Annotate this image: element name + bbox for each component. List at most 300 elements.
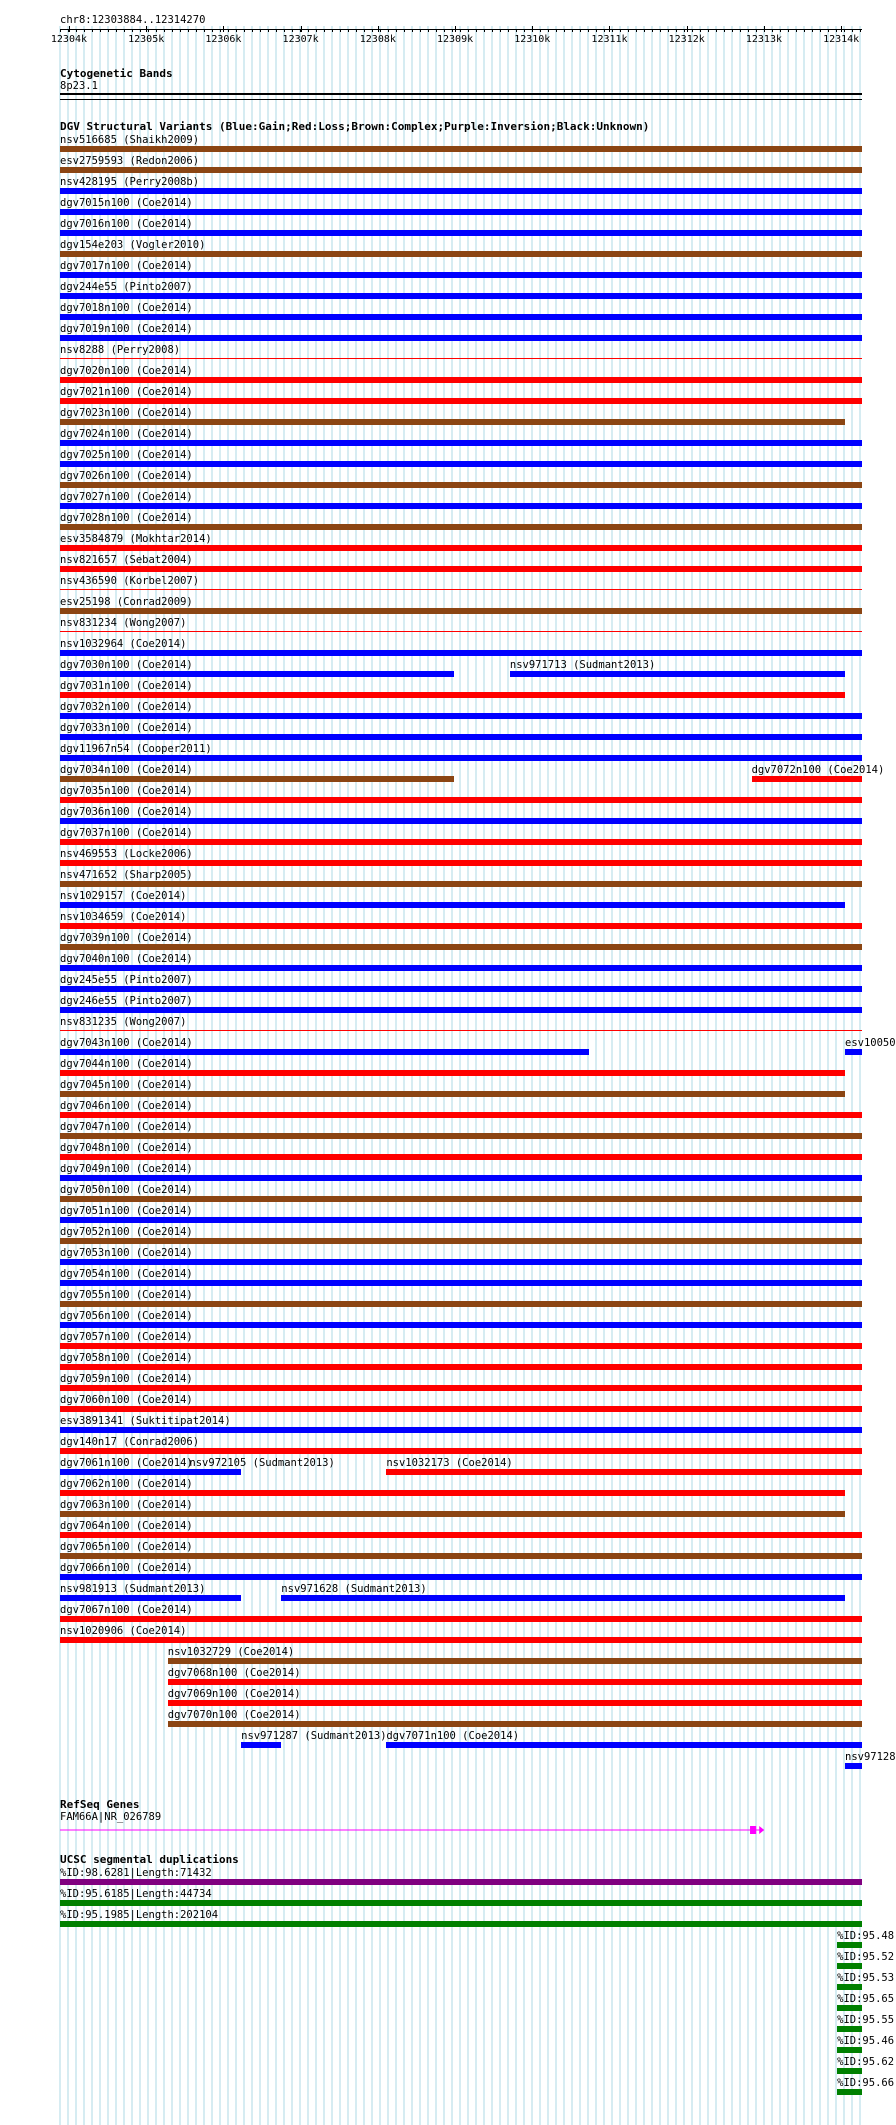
- minor-tick: [324, 29, 325, 32]
- variant-label[interactable]: dgv7065n100 (Coe2014): [60, 1541, 193, 1553]
- variant-label[interactable]: dgv7064n100 (Coe2014): [60, 1520, 193, 1532]
- minor-tick: [548, 29, 549, 32]
- variant-label[interactable]: dgv7060n100 (Coe2014): [60, 1394, 193, 1406]
- minor-tick: [156, 29, 157, 32]
- variant-bar[interactable]: [60, 776, 454, 782]
- variant-bar[interactable]: [60, 1091, 845, 1097]
- variant-bar[interactable]: [60, 986, 862, 992]
- variant-label[interactable]: dgv7030n100 (Coe2014): [60, 659, 193, 671]
- variant-label[interactable]: dgv7028n100 (Coe2014): [60, 512, 193, 524]
- variant-bar[interactable]: [60, 671, 454, 677]
- variant-label[interactable]: dgv7015n100 (Coe2014): [60, 197, 193, 209]
- minor-tick: [428, 29, 429, 32]
- variant-label[interactable]: dgv11967n54 (Cooper2011): [60, 743, 212, 755]
- minor-tick: [60, 29, 61, 32]
- variant-bar[interactable]: [60, 965, 862, 971]
- minor-tick: [108, 29, 109, 32]
- variant-bar[interactable]: [281, 1595, 845, 1601]
- variant-bar[interactable]: [60, 1301, 862, 1307]
- minor-tick: [92, 29, 93, 32]
- minor-tick: [276, 29, 277, 32]
- variant-label[interactable]: nsv97128: [845, 1751, 896, 1763]
- minor-tick: [596, 29, 597, 32]
- variant-label[interactable]: dgv7026n100 (Coe2014): [60, 470, 193, 482]
- minor-tick: [716, 29, 717, 32]
- minor-tick: [332, 29, 333, 32]
- minor-tick: [684, 29, 685, 32]
- minor-tick: [188, 29, 189, 32]
- variant-label[interactable]: dgv7044n100 (Coe2014): [60, 1058, 193, 1070]
- variant-label[interactable]: esv3891341 (Suktitipat2014): [60, 1415, 231, 1427]
- refseq-track-title: RefSeq Genes: [60, 1798, 140, 1811]
- variant-bar[interactable]: [60, 440, 862, 446]
- variant-label[interactable]: dgv7046n100 (Coe2014): [60, 1100, 193, 1112]
- tick-label: 12306k: [205, 34, 242, 45]
- variant-bar[interactable]: [241, 1742, 281, 1748]
- minor-tick: [396, 29, 397, 32]
- variant-label[interactable]: dgv7051n100 (Coe2014): [60, 1205, 193, 1217]
- minor-tick: [124, 29, 125, 32]
- variant-label[interactable]: dgv7052n100 (Coe2014): [60, 1226, 193, 1238]
- minor-tick: [676, 29, 677, 32]
- variant-label[interactable]: dgv7056n100 (Coe2014): [60, 1310, 193, 1322]
- variant-bar[interactable]: [60, 377, 862, 383]
- minor-tick: [516, 29, 517, 32]
- variant-bar[interactable]: [60, 314, 862, 320]
- variant-bar[interactable]: [60, 839, 862, 845]
- variant-label[interactable]: nsv1029157 (Coe2014): [60, 890, 187, 902]
- segdup-bar[interactable]: [837, 1942, 862, 1948]
- variant-label[interactable]: esv25198 (Conrad2009): [60, 596, 193, 608]
- variant-bar[interactable]: [60, 1427, 862, 1433]
- variant-bar[interactable]: [60, 272, 862, 278]
- minor-tick: [84, 29, 85, 32]
- minor-tick: [372, 29, 373, 32]
- variant-label[interactable]: nsv1020906 (Coe2014): [60, 1625, 187, 1637]
- variant-label[interactable]: dgv7054n100 (Coe2014): [60, 1268, 193, 1280]
- minor-tick: [772, 29, 773, 32]
- minor-tick: [212, 29, 213, 32]
- variant-label[interactable]: dgv7020n100 (Coe2014): [60, 365, 193, 377]
- variant-bar[interactable]: [386, 1469, 862, 1475]
- variant-bar[interactable]: [60, 545, 862, 551]
- cytoband-track-title: Cytogenetic Bands: [60, 67, 173, 80]
- minor-tick: [356, 29, 357, 32]
- variant-bar[interactable]: [60, 1196, 862, 1202]
- variant-label[interactable]: dgv7033n100 (Coe2014): [60, 722, 193, 734]
- minor-tick: [292, 29, 293, 32]
- variant-label[interactable]: dgv7019n100 (Coe2014): [60, 323, 193, 335]
- major-tick: [378, 26, 379, 32]
- variant-bar[interactable]: [60, 1238, 862, 1244]
- variant-label[interactable]: nsv8288 (Perry2008): [60, 344, 181, 356]
- minor-tick: [260, 29, 261, 32]
- minor-tick: [228, 29, 229, 32]
- segdup-label[interactable]: %ID:95.6185|Length:44734: [60, 1888, 212, 1900]
- tick-label: 12307k: [282, 34, 319, 45]
- segdup-bar[interactable]: [837, 2026, 862, 2032]
- variant-bar[interactable]: [60, 797, 862, 803]
- minor-tick: [636, 29, 637, 32]
- variant-bar[interactable]: [60, 1217, 862, 1223]
- variant-bar[interactable]: [60, 1574, 862, 1580]
- gene-model[interactable]: [0, 1822, 890, 1838]
- segdup-bar[interactable]: [837, 2005, 862, 2011]
- variant-bar[interactable]: [60, 461, 862, 467]
- variant-bar[interactable]: [60, 1322, 862, 1328]
- variant-bar[interactable]: [60, 818, 862, 824]
- variant-bar[interactable]: [60, 230, 862, 236]
- variant-label[interactable]: esv3584879 (Mokhtar2014): [60, 533, 212, 545]
- variant-bar[interactable]: [60, 398, 862, 404]
- minor-tick: [364, 29, 365, 32]
- minor-tick: [540, 29, 541, 32]
- variant-bar[interactable]: [60, 566, 862, 572]
- variant-label[interactable]: dgv7025n100 (Coe2014): [60, 449, 193, 461]
- variant-label[interactable]: dgv246e55 (Pinto2007): [60, 995, 193, 1007]
- tick-label: 12308k: [359, 34, 396, 45]
- variant-bar[interactable]: [60, 631, 862, 632]
- minor-tick: [180, 29, 181, 32]
- variant-bar[interactable]: [60, 251, 862, 257]
- variant-bar[interactable]: [168, 1700, 862, 1706]
- variant-bar[interactable]: [60, 1637, 862, 1643]
- variant-label[interactable]: nsv971628 (Sudmant2013): [281, 1583, 427, 1595]
- minor-tick: [852, 29, 853, 32]
- variant-bar[interactable]: [60, 419, 845, 425]
- variant-bar[interactable]: [60, 1154, 862, 1160]
- variant-bar[interactable]: [60, 1259, 862, 1265]
- variant-label[interactable]: dgv7031n100 (Coe2014): [60, 680, 193, 692]
- minor-tick: [500, 29, 501, 32]
- variant-bar[interactable]: [60, 1448, 862, 1454]
- variant-label[interactable]: dgv7062n100 (Coe2014): [60, 1478, 193, 1490]
- segdup-bar[interactable]: [837, 1963, 862, 1969]
- variant-label[interactable]: dgv7069n100 (Coe2014): [167, 1688, 301, 1700]
- variant-bar[interactable]: [60, 1343, 862, 1349]
- segdup-bar[interactable]: [837, 2068, 862, 2074]
- variant-label[interactable]: nsv971287 (Sudmant2013): [241, 1730, 387, 1742]
- variant-label[interactable]: nsv1034659 (Coe2014): [60, 911, 187, 923]
- variant-label[interactable]: dgv7049n100 (Coe2014): [60, 1163, 193, 1175]
- variant-bar[interactable]: [168, 1679, 862, 1685]
- minor-tick: [340, 29, 341, 32]
- segdup-label[interactable]: %ID:95.55: [837, 2014, 895, 2026]
- variant-label[interactable]: nsv1032964 (Coe2014): [60, 638, 187, 650]
- variant-label[interactable]: nsv821657 (Sebat2004): [60, 554, 193, 566]
- variant-label[interactable]: dgv7050n100 (Coe2014): [60, 1184, 193, 1196]
- variant-bar[interactable]: [60, 734, 862, 740]
- variant-bar[interactable]: [60, 188, 862, 194]
- variant-bar[interactable]: [60, 692, 845, 698]
- segdup-bar[interactable]: [837, 1984, 862, 1990]
- variant-bar[interactable]: [60, 293, 862, 299]
- variant-label[interactable]: nsv1032173 (Coe2014): [386, 1457, 513, 1469]
- minor-tick: [100, 29, 101, 32]
- cytoband-ideogram[interactable]: [60, 93, 862, 95]
- variant-label[interactable]: dgv7018n100 (Coe2014): [60, 302, 193, 314]
- variant-bar[interactable]: [60, 209, 862, 215]
- variant-bar[interactable]: [60, 358, 862, 359]
- minor-tick: [860, 29, 861, 32]
- variant-bar[interactable]: [60, 146, 862, 152]
- variant-label[interactable]: dgv7023n100 (Coe2014): [60, 407, 193, 419]
- variant-label[interactable]: dgv7071n100 (Coe2014): [386, 1730, 520, 1742]
- minor-tick: [556, 29, 557, 32]
- variant-bar[interactable]: [60, 860, 862, 866]
- major-tick: [841, 26, 842, 32]
- variant-label[interactable]: nsv516685 (Shaikh2009): [60, 134, 200, 146]
- segdup-label[interactable]: %ID:95.53: [837, 1972, 895, 1984]
- tick-label: 12309k: [436, 34, 474, 45]
- cytoband-label[interactable]: 8p23.1: [60, 80, 98, 92]
- minor-tick: [508, 29, 509, 32]
- variant-bar[interactable]: [60, 1532, 862, 1538]
- minor-tick: [692, 29, 693, 32]
- minor-tick: [252, 29, 253, 32]
- variant-bar[interactable]: [60, 1511, 845, 1517]
- minor-tick: [740, 29, 741, 32]
- variant-bar[interactable]: [60, 1049, 589, 1055]
- major-tick: [455, 26, 456, 32]
- variant-label[interactable]: dgv7036n100 (Coe2014): [60, 806, 193, 818]
- minor-tick: [660, 29, 661, 32]
- variant-label[interactable]: dgv7048n100 (Coe2014): [60, 1142, 193, 1154]
- variant-label[interactable]: dgv7027n100 (Coe2014): [60, 491, 193, 503]
- major-tick: [146, 26, 147, 32]
- variant-bar[interactable]: [60, 902, 845, 908]
- variant-bar[interactable]: [60, 608, 862, 614]
- gene-exon: [750, 1826, 756, 1834]
- variant-label[interactable]: dgv140n17 (Conrad2006): [60, 1436, 200, 1448]
- variant-bar[interactable]: [60, 1112, 862, 1118]
- variant-bar[interactable]: [60, 1490, 845, 1496]
- gene-label[interactable]: FAM66A|NR_026789: [60, 1811, 162, 1823]
- variant-bar[interactable]: [60, 755, 862, 761]
- variant-bar[interactable]: [60, 1175, 862, 1181]
- variant-label[interactable]: dgv244e55 (Pinto2007): [60, 281, 193, 293]
- variant-bar[interactable]: [60, 944, 862, 950]
- major-tick: [764, 26, 765, 32]
- variant-label[interactable]: dgv7072n100 (Coe2014): [751, 764, 885, 776]
- minor-tick: [628, 29, 629, 32]
- tick-label: 12314k: [823, 34, 860, 45]
- minor-tick: [172, 29, 173, 32]
- variant-label[interactable]: dgv7035n100 (Coe2014): [60, 785, 193, 797]
- minor-tick: [116, 29, 117, 32]
- minor-tick: [828, 29, 829, 32]
- segdup-bar[interactable]: [60, 1879, 862, 1885]
- variant-label[interactable]: dgv7045n100 (Coe2014): [60, 1079, 193, 1091]
- variant-label[interactable]: nsv972105 (Sudmant2013): [189, 1457, 335, 1469]
- variant-label[interactable]: dgv7047n100 (Coe2014): [60, 1121, 193, 1133]
- minor-tick: [492, 29, 493, 32]
- variant-label[interactable]: nsv1032729 (Coe2014): [167, 1646, 295, 1658]
- variant-label[interactable]: dgv7070n100 (Coe2014): [167, 1709, 301, 1721]
- segdup-label[interactable]: %ID:95.46: [837, 2035, 895, 2047]
- variant-label[interactable]: dgv7067n100 (Coe2014): [60, 1604, 193, 1616]
- minor-tick: [844, 29, 845, 32]
- variant-label[interactable]: nsv428195 (Perry2008b): [60, 176, 200, 188]
- variant-label[interactable]: dgv7037n100 (Coe2014): [60, 827, 193, 839]
- segdup-bar[interactable]: [837, 2047, 862, 2053]
- variant-bar[interactable]: [60, 1406, 862, 1412]
- variant-label[interactable]: nsv436590 (Korbel2007): [60, 575, 200, 587]
- minor-tick: [436, 29, 437, 32]
- position-readout: chr8:12303884..12314270: [60, 14, 206, 26]
- variant-label[interactable]: dgv7053n100 (Coe2014): [60, 1247, 193, 1259]
- variant-label[interactable]: dgv7024n100 (Coe2014): [60, 428, 193, 440]
- minor-tick: [196, 29, 197, 32]
- variant-label[interactable]: dgv7066n100 (Coe2014): [60, 1562, 193, 1574]
- variant-label[interactable]: dgv7040n100 (Coe2014): [60, 953, 193, 965]
- variant-label[interactable]: dgv7068n100 (Coe2014): [167, 1667, 301, 1679]
- minor-tick: [604, 29, 605, 32]
- segdup-label[interactable]: %ID:95.1985|Length:202104: [60, 1909, 219, 1921]
- minor-tick: [148, 29, 149, 32]
- variant-bar[interactable]: [60, 589, 862, 590]
- variant-bar[interactable]: [60, 524, 862, 530]
- variant-bar[interactable]: [60, 1070, 845, 1076]
- variant-bar[interactable]: [60, 503, 862, 509]
- minor-tick: [244, 29, 245, 32]
- variant-bar[interactable]: [60, 1280, 862, 1286]
- variant-bar[interactable]: [60, 1595, 241, 1601]
- variant-label[interactable]: dgv7063n100 (Coe2014): [60, 1499, 193, 1511]
- segdup-bar[interactable]: [837, 2089, 862, 2095]
- variant-label[interactable]: esv10050: [845, 1037, 896, 1049]
- variant-label[interactable]: nsv831235 (Wong2007): [60, 1016, 187, 1028]
- variant-bar[interactable]: [60, 1133, 862, 1139]
- minor-tick: [140, 29, 141, 32]
- variant-label[interactable]: dgv7039n100 (Coe2014): [60, 932, 193, 944]
- variant-label[interactable]: nsv469553 (Locke2006): [60, 848, 193, 860]
- variant-label[interactable]: dgv7032n100 (Coe2014): [60, 701, 193, 713]
- variant-bar[interactable]: [60, 335, 862, 341]
- minor-tick: [444, 29, 445, 32]
- cytoband-divider: [60, 99, 862, 100]
- variant-label[interactable]: nsv831234 (Wong2007): [60, 617, 187, 629]
- variant-label[interactable]: dgv7021n100 (Coe2014): [60, 386, 193, 398]
- major-tick: [532, 26, 533, 32]
- dgv-track-title: DGV Structural Variants (Blue:Gain;Red:Loss;Brown:Complex;Purple:Inversion;Black:Unknown): [60, 120, 650, 133]
- variant-label[interactable]: nsv971713 (Sudmant2013): [509, 659, 656, 671]
- segdup-label[interactable]: %ID:95.65: [837, 1993, 895, 2005]
- minor-tick: [284, 29, 285, 32]
- major-tick: [223, 26, 224, 32]
- variant-label[interactable]: dgv7059n100 (Coe2014): [60, 1373, 193, 1385]
- segdup-label[interactable]: %ID:95.66: [837, 2077, 895, 2089]
- minor-tick: [484, 29, 485, 32]
- variant-label[interactable]: nsv471652 (Sharp2005): [60, 869, 193, 881]
- variant-label[interactable]: dgv7055n100 (Coe2014): [60, 1289, 193, 1301]
- segdup-label[interactable]: %ID:98.6281|Length:71432: [60, 1867, 212, 1879]
- minor-tick: [236, 29, 237, 32]
- minor-tick: [644, 29, 645, 32]
- minor-tick: [580, 29, 581, 32]
- variant-bar[interactable]: [845, 1763, 862, 1769]
- tick-label: 12305k: [128, 34, 165, 45]
- variant-label[interactable]: dgv245e55 (Pinto2007): [60, 974, 193, 986]
- variant-label[interactable]: esv2759593 (Redon2006): [60, 155, 200, 167]
- minor-tick: [564, 29, 565, 32]
- minor-tick: [76, 29, 77, 32]
- variant-label[interactable]: dgv7057n100 (Coe2014): [60, 1331, 193, 1343]
- variant-bar[interactable]: [60, 1364, 862, 1370]
- tick-label: 12312k: [668, 34, 705, 45]
- minor-tick: [708, 29, 709, 32]
- variant-bar[interactable]: [60, 1616, 862, 1622]
- variant-bar[interactable]: [60, 1007, 862, 1013]
- tick-label: 12310k: [514, 34, 551, 45]
- minor-tick: [412, 29, 413, 32]
- minor-tick: [732, 29, 733, 32]
- variant-bar[interactable]: [60, 1385, 862, 1391]
- minor-tick: [348, 29, 349, 32]
- minor-tick: [804, 29, 805, 32]
- major-tick: [609, 26, 610, 32]
- minor-tick: [788, 29, 789, 32]
- variant-label[interactable]: dgv7043n100 (Coe2014): [60, 1037, 193, 1049]
- variant-bar[interactable]: [386, 1742, 862, 1748]
- variant-bar[interactable]: [752, 776, 862, 782]
- segdup-label[interactable]: %ID:95.52: [837, 1951, 895, 1963]
- minor-tick: [812, 29, 813, 32]
- minor-tick: [612, 29, 613, 32]
- variant-bar[interactable]: [845, 1049, 862, 1055]
- minor-tick: [220, 29, 221, 32]
- segdup-bar[interactable]: [60, 1921, 862, 1927]
- variant-label[interactable]: nsv981913 (Sudmant2013): [60, 1583, 206, 1595]
- variant-bar[interactable]: [60, 650, 862, 656]
- minor-tick: [452, 29, 453, 32]
- variant-label[interactable]: dgv7058n100 (Coe2014): [60, 1352, 193, 1364]
- variant-bar[interactable]: [510, 671, 845, 677]
- variant-bar[interactable]: [168, 1721, 862, 1727]
- minor-tick: [468, 29, 469, 32]
- variant-label[interactable]: dgv7016n100 (Coe2014): [60, 218, 193, 230]
- minor-tick: [460, 29, 461, 32]
- segdup-label[interactable]: %ID:95.62: [837, 2056, 895, 2068]
- major-tick: [301, 26, 302, 32]
- variant-bar[interactable]: [60, 923, 862, 929]
- strand-arrow-icon: [759, 1826, 764, 1834]
- variant-bar[interactable]: [60, 881, 862, 887]
- variant-bar[interactable]: [60, 482, 862, 488]
- minor-tick: [748, 29, 749, 32]
- segdup-label[interactable]: %ID:95.48: [837, 1930, 895, 1942]
- variant-bar[interactable]: [60, 1030, 862, 1031]
- variant-label[interactable]: dgv7061n100 (Coe2014): [60, 1457, 193, 1469]
- minor-tick: [380, 29, 381, 32]
- variant-bar[interactable]: [60, 1553, 862, 1559]
- variant-bar[interactable]: [60, 713, 862, 719]
- minor-tick: [164, 29, 165, 32]
- minor-tick: [652, 29, 653, 32]
- segdup-bar[interactable]: [60, 1900, 862, 1906]
- variant-label[interactable]: dgv7034n100 (Coe2014): [60, 764, 193, 776]
- variant-bar[interactable]: [60, 167, 862, 173]
- variant-label[interactable]: dgv7017n100 (Coe2014): [60, 260, 193, 272]
- major-tick: [69, 26, 70, 32]
- variant-bar[interactable]: [168, 1658, 862, 1664]
- minor-tick: [204, 29, 205, 32]
- variant-label[interactable]: dgv154e203 (Vogler2010): [60, 239, 206, 251]
- minor-tick: [724, 29, 725, 32]
- segdup-track-title: UCSC segmental duplications: [60, 1853, 239, 1866]
- tick-label: 12304k: [50, 34, 88, 45]
- variant-bar[interactable]: [189, 1469, 241, 1475]
